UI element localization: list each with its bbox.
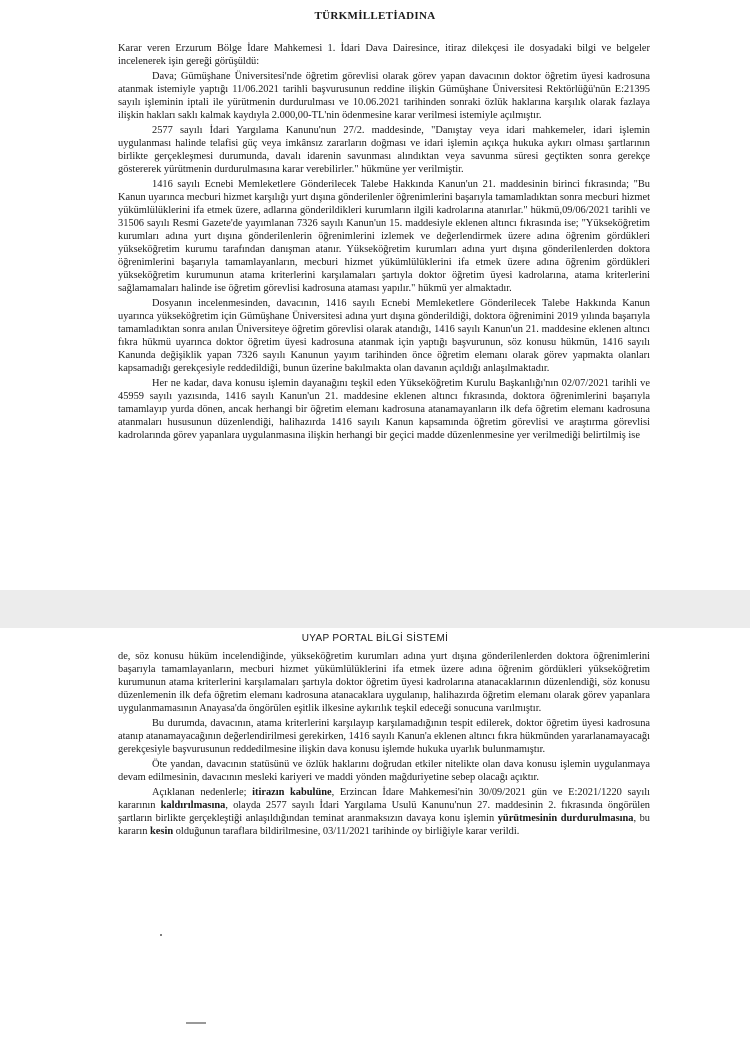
decision-emphasis: kaldırılmasına bbox=[160, 800, 226, 811]
paragraph: de, söz konusu hüküm incelendiğinde, yükseköğretim kurumları adına yurt dışına gönderilenlerden doktora öğrenimlerini başarıyla tamamlayanların, mecburi hizmet yükümlülüklerini ifa etmek üzere adına öğrenim gördükleri yükseköğretim kurumunun atama kriterlerini karşılamaları şartıyla doktor öğretim üyesi kadrolarına atanacaklarının düzenlendiği, söz konusu düzenlemenin ilk defa öğretim elemanı kadrosuna atanacaklara uygulanıp, halihazırda öğretim elemanı olarak görev yapanlara uygulanmamasının Anayasa'da öngörülen eşitlik ilkesine aykırılık teşkil edeceği sonucuna varılmıştır. bbox=[118, 651, 650, 714]
document-page-2 bbox=[0, 628, 750, 1060]
page-gap bbox=[0, 590, 750, 628]
signature-fragment bbox=[186, 1022, 206, 1024]
scan-mark bbox=[160, 934, 162, 936]
paragraph: Öte yandan, davacının statüsünü ve özlük haklarını doğrudan etkiler nitelikte olan dava konusu işlemin uygulanmaya devam edilmesinin, davacının mesleki kariyeri ve maddi yönden mağduriyetine sebep olacağı açıktır. bbox=[118, 759, 650, 783]
decision-emphasis: itirazın kabulüne bbox=[252, 787, 332, 798]
decision-emphasis: yürütmesinin durdurulmasına bbox=[497, 813, 634, 824]
page-header: UYAP PORTAL BİLGİ SİSTEMİ bbox=[301, 633, 449, 644]
page-2-body bbox=[118, 650, 650, 840]
paragraph: Karar veren Erzurum Bölge İdare Mahkemesi 1. İdari Dava Dairesince, itiraz dilekçesi ile dosyadaki bilgi ve belgeler incelenerek işin gereği görüşüldü: bbox=[118, 43, 650, 67]
paragraph: Her ne kadar, dava konusu işlemin dayanağını teşkil eden Yükseköğretim Kurulu Başkanlığı'nın 02/07/2021 tarihli ve 45959 sayılı yazısında, 1416 sayılı Kanun'un 21. maddesine eklenen altıncı fıkrasında, doktora öğrenimlerini başarıyla tamamlayıp yurda dönen, ancak herhangi bir öğretim elemanı kadrosuna atanamayanların ilk defa öğretim elemanı kadrosuna atanmaları hususunun düzenlendiği, halihazırda 1416 sayılı Kanun kapsamında öğretim görevlisi ve araştırma görevlisi kadrolarında görev yapanlara uygulanmasına ilişkin herhangi bir geçici madde düzenlenmesine yer verilmediği belirtilmiş ise bbox=[118, 378, 650, 441]
page-header: TÜRKMİLLETİADINA bbox=[314, 10, 436, 22]
decision-paragraph: Açıklanan nedenlerle; itirazın kabulüne, Erzincan İdare Mahkemesi'nin 30/09/2021 gün ve E:2021/1220 sayılı kararının kaldırılmasına, olayda 2577 sayılı İdari Yargılama Usulü Kanunu'nun 27. maddesinin 2. fıkrasında öngörülen şartların birlikte gerçekleştiği anlaşıldığından teminat aranmaksızın davaya konu işlemin yürütmesinin durdurulmasına, bu kararın kesin olduğunun taraflara bildirilmesine, 03/11/2021 tarihinde oy birliğiyle karar verildi. bbox=[118, 787, 650, 837]
page-1-body bbox=[118, 42, 650, 444]
paragraph: Dosyanın incelenmesinden, davacının, 1416 sayılı Ecnebi Memleketlere Gönderilecek Talebe Hakkında Kanun uyarınca yükseköğretim için Gümüşhane Üniversitesi adına yurt dışına gönderildiği, doktora öğrenimini 2019 yılında başarıyla tamamladıktan sonra anılan Üniversiteye öğretim görevlisi olarak atandığı, 1416 sayılı Kanun'un 21. maddesine eklenen altıncı fıkra hükmü uyarınca doktor öğretim üyesi kadrosuna atanmak için yaptığı başvurunun, söz konusu hükmün, 1416 sayılı Kanunda değişiklik yapan 7326 sayılı Kanunun yayım tarihinden önce öğretim elemanı olarak görev yapmakta olanları kapsamadığı gerekçesiyle reddedildiği, bunun üzerine bakılmakta olan davanın açıldığı anlaşılmaktadır. bbox=[118, 298, 650, 374]
paragraph: 1416 sayılı Ecnebi Memleketlere Gönderilecek Talebe Hakkında Kanun'un 21. maddesinin birinci fıkrasında; "Bu Kanun uyarınca mecburi hizmet karşılığı yurt dışına gönderilenler öğrenimlerini başarıyla tamamladıktan sonra mecburi hizmet yükümlülüklerini ifa etmek üzere, adlarına gönderildikleri kurumların ilgili kadrolarına atanırlar." hükmü,09/06/2021 tarihli ve 31506 sayılı Resmi Gazete'de yayımlanan 7326 sayılı Kanun'un 15. maddesiyle eklenen altıncı fıkrasında ise; "Yükseköğretim kurumları adına yurt dışına gönderilenlerin öğrenimlerini izlemek ve değerlendirmek üzere adına öğrenim gördükleri yükseköğretim kurumu tarafından danışman atanır. Yükseköğretim kurumları adına yurt dışına gönderilenlerden doktora öğrenimlerini başarıyla tamamlayanların, mecburi hizmet yükümlülüklerini ifa etmek üzere adına öğrenim gördükleri yükseköğretim kurumunun atama kriterlerini karşılamaları şartıyla doktor öğretim üyesi kadrolarına, atama kriterlerini sağlamamaları halinde ise öğretim görevlisi kadrosuna ataması yapılır." hükmü yer almaktadır. bbox=[118, 179, 650, 294]
decision-emphasis: kesin bbox=[150, 826, 174, 837]
paragraph: Dava; Gümüşhane Üniversitesi'nde öğretim görevlisi olarak görev yapan davacının doktor öğretim üyesi kadrosuna atanmak istemiyle yaptığı 11/06.2021 tarihli başvurusunun reddine ilişkin Gümüşhane Üniversitesi Rektörlüğü'nün E:21395 sayılı işleminin iptali ile yürütmenin durdurulması ve 10.06.2021 tarihinden sonraki özlük haklarına karşılık olarak fazlaya ilişkin hakları saklı kalmak kaydıyla 2.000,00-TL'nin ödenmesine karar verilmesi istemiyle açılmıştır. bbox=[118, 71, 650, 121]
paragraph: Bu durumda, davacının, atama kriterlerini karşılayıp karşılamadığının tespit edilerek, doktor öğretim üyesi kadrosuna atanıp atanamayacağının değerlendirilmesi gerekirken, 1416 sayılı Kanun'a eklenen altıncı fıkra hükmünden yararlanamayacağı gerekçesiyle başvurusunun reddedilmesine ilişkin dava konusu işlemde hukuka uyarlık bulunmamıştır. bbox=[118, 718, 650, 755]
paragraph: 2577 sayılı İdari Yargılama Kanunu'nun 27/2. maddesinde, "Danıştay veya idari mahkemeler, idari işlemin uygulanması halinde telafisi güç veya imkânsız zararların doğması ve idari işlemin açıkça hukuka aykırı olması şartlarının birlikte gerçekleşmesi durumunda, davalı idarenin savunması alındıktan veya savunma süresi geçtikten sonra gerekçe göstererek yürütmenin durdurulmasına karar verebilirler." hükmüne yer verilmiştir. bbox=[118, 125, 650, 175]
